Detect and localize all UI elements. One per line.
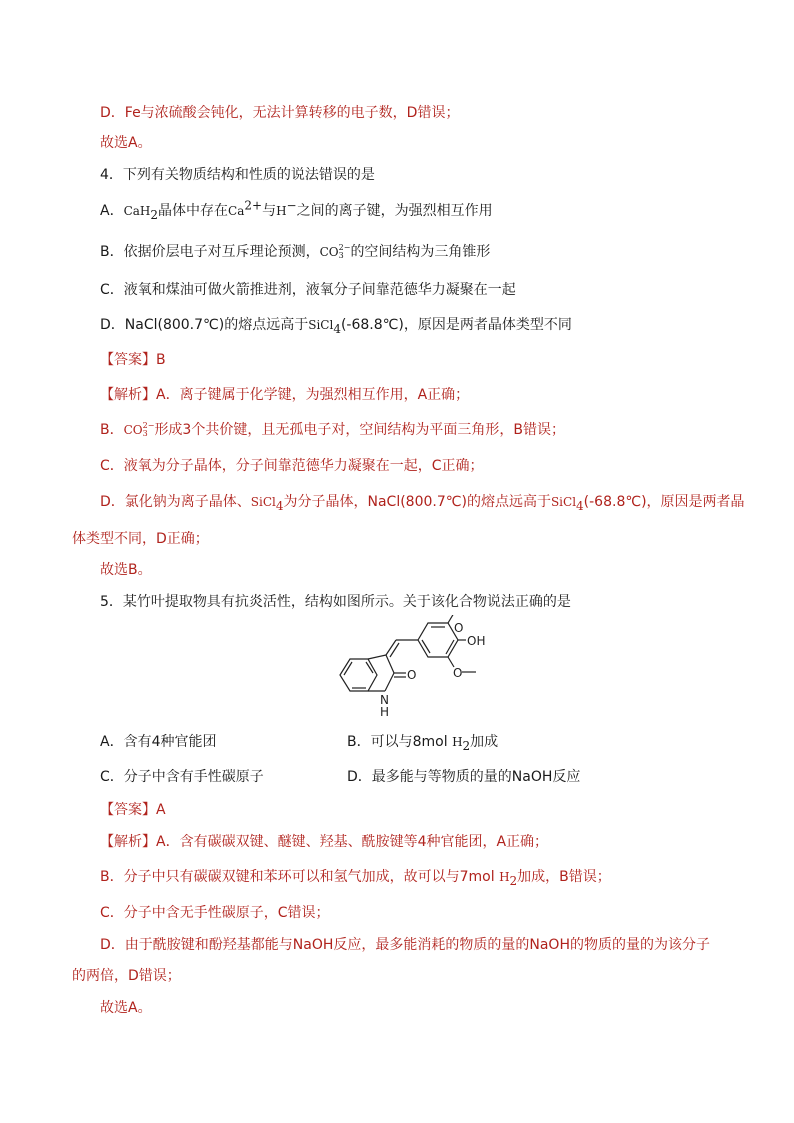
q4-analysis-d-cont: 体类型不同，D正确； [72,531,209,547]
q5-conclusion: 故选A。 [100,1000,152,1016]
prev-conclusion: 故选A。 [100,135,152,151]
q4-analysis-d: D．氯化钠为离子晶体、SiCl$_4$为分子晶体，NaCl(800.7℃)的熔点远高于SiCl$_4$(-68.8℃)，原因是两者晶 [100,494,745,513]
q4-option-b: B．依据价层电子对互斥理论预测，CO 2− 3 的空间结构为三角锥形 [100,243,491,260]
q4-option-a: A．CaH$_2$晶体中存在$Ca^{2+}$与H−之间的离子键，为强烈相互作用 [100,198,493,222]
methoxy-bottom-o: O [453,666,463,680]
q5-analysis-d: D．由于酰胺键和酚羟基都能与NaOH反应，最多能消耗的物质的量的NaOH的物质的量的为该分子 [100,937,710,953]
q4-conclusion: 故选B。 [100,562,152,578]
q4-option-d: D．NaCl(800.7℃)的熔点远高于SiCl$_4$(-68.8℃)，原因是两者晶体类型不同 [100,317,572,336]
q5-analysis-a: 【解析】A．含有碳碳双键、醚键、羟基、酰胺键等4种官能团，A正确； [100,834,549,850]
q4-answer: 【答案】B [100,352,166,368]
molecular-structure-diagram [330,615,510,720]
q4-option-c: C．液氧和煤油可做火箭推进剂，液氧分子间靠范德华力凝聚在一起 [100,282,516,298]
methoxy-top-o: O [454,621,464,635]
q5-option-c: C．分子中含有手性碳原子 [100,769,264,785]
q5-option-b: B．可以与8mol $H_2$加成 [347,734,499,753]
q5-analysis-d-cont: 的两倍，D错误； [72,968,181,984]
prev-option-d-analysis: D．Fe与浓硫酸会钝化，无法计算转移的电子数，D错误； [100,105,460,121]
carbonyl-o: O [407,668,417,682]
amide-h: H [380,705,390,719]
q5-option-a: A．含有4种官能团 [100,734,217,750]
q5-option-d: D．最多能与等物质的量的NaOH反应 [347,769,581,785]
q4-analysis-c: C．液氧为分子晶体，分子间靠范德华力凝聚在一起，C正确； [100,458,484,474]
q5-analysis-c: C．分子中含无手性碳原子，C错误； [100,905,330,921]
q4-analysis-b: B．CO 2− 3 形成3个共价键，且无孤电子对，空间结构为平面三角形，B错误； [100,421,565,438]
q5-analysis-b: B．分子中只有碳碳双键和苯环可以和氢气加成，故可以与7mol $H_2$加成，B错误； [100,869,611,888]
hydroxyl-label: OH [467,634,486,648]
q5-answer: 【答案】A [100,802,166,818]
q5-stem: 5．某竹叶提取物具有抗炎活性，结构如图所示。关于该化合物说法正确的是 [100,594,571,610]
amide-n: N [380,693,389,707]
q4-analysis-a: 【解析】A．离子键属于化学键，为强烈相互作用，A正确； [100,387,470,403]
q4-stem: 4．下列有关物质结构和性质的说法错误的是 [100,167,375,183]
